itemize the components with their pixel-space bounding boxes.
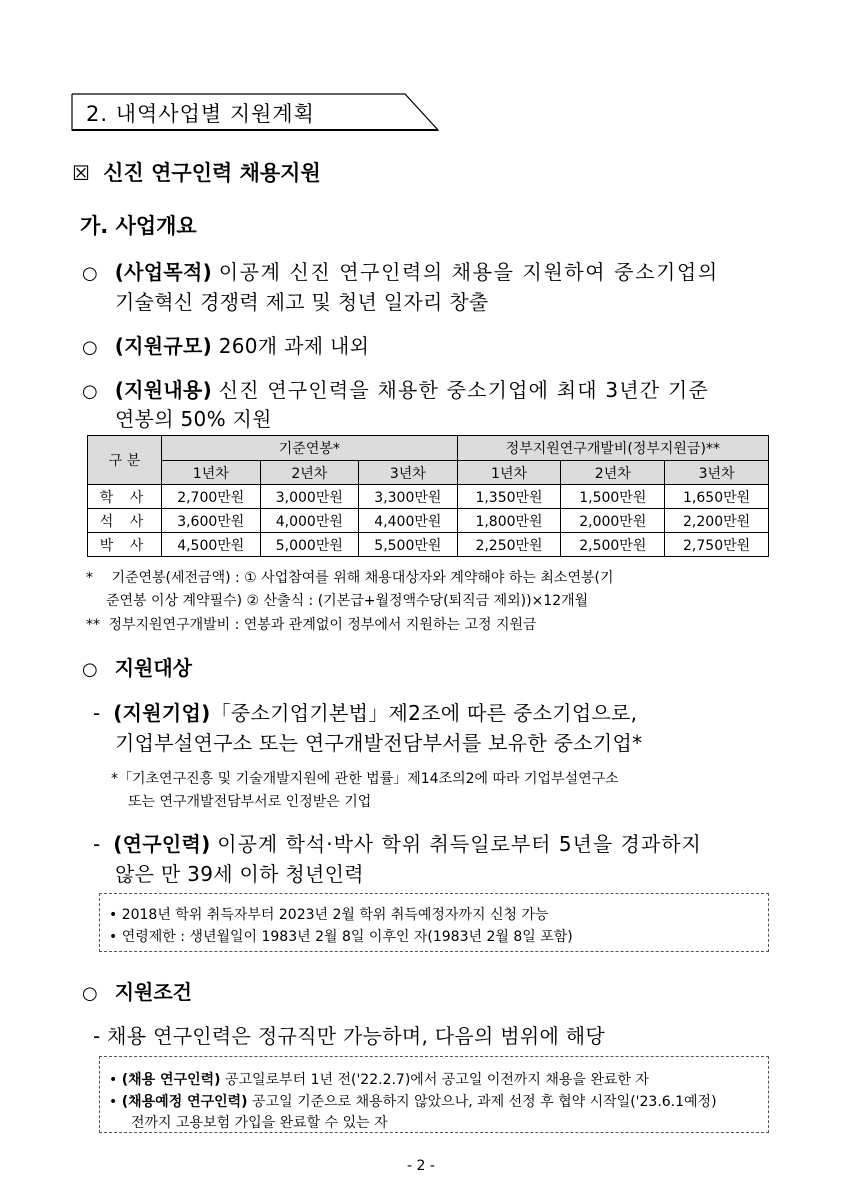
conditions-line: - 채용 연구인력은 정규직만 가능하며, 다음의 범위에 해당 [93, 1024, 606, 1048]
circle-bullet-icon: ○ [82, 263, 99, 284]
dash-mark: - [93, 832, 101, 856]
table-cell: 3,600만원 [162, 509, 261, 533]
table-header-row-2 [88, 461, 769, 485]
conditions-item-1-text: 공고일로부터 1년 전('22.2.7)에서 공고일 이전까지 채용을 완료한 자 [225, 1072, 649, 1088]
conditions-item-2-text: 공고일 기준으로 채용하지 않았으나, 과제 선정 후 협약 시작일('23.6.1예정) [252, 1094, 717, 1110]
scale-line [82, 330, 369, 359]
table-row [88, 533, 769, 557]
content-line-2: 연봉의 50% 지원 [115, 407, 272, 431]
table-year-header: 2년차 [260, 461, 359, 485]
company-line-1 [93, 697, 637, 726]
salary-table [87, 435, 769, 557]
note-asterisk: * [86, 570, 93, 586]
conditions-item-2 [109, 1091, 717, 1111]
content-text: 신진 연구인력을 채용한 중소기업에 최대 3년간 기준 [218, 378, 709, 402]
content-line-1 [82, 374, 709, 403]
main-heading-text: 신진 연구인력 채용지원 [103, 161, 321, 185]
purpose-line-2: 기술혁신 경쟁력 제고 및 청년 일자리 창출 [115, 290, 489, 314]
note-2-text: 정부지원연구개발비 : 연봉과 관계없이 정부에서 지원하는 고정 지원금 [108, 617, 537, 633]
note-double-asterisk: ** [86, 617, 100, 633]
table-row [88, 509, 769, 533]
conditions-item-2-label: (채용예정 연구인력) [121, 1094, 248, 1110]
section-header-box [71, 93, 439, 131]
table-note-1-line-1 [86, 567, 613, 587]
researcher-text: 이공계 학석·박사 학위 취득일로부터 5년을 경과하지 [217, 832, 702, 856]
conditions-item-1 [109, 1069, 649, 1089]
table-cell: 4,000만원 [260, 509, 359, 533]
table-year-header: 3년차 [665, 461, 769, 485]
company-label: (지원기업) [113, 701, 211, 725]
circle-bullet-icon: ○ [82, 983, 98, 1004]
table-cell: 1,650만원 [665, 485, 769, 509]
purpose-line-1 [82, 256, 719, 285]
checkbox-x-icon: ☒ [72, 161, 90, 185]
table-note-2 [86, 614, 537, 634]
table-year-header: 2년차 [561, 461, 665, 485]
table-cell: 3,000만원 [260, 485, 359, 509]
table-cell: 1,350만원 [457, 485, 561, 509]
scale-label: (지원규모) [114, 334, 213, 358]
table-group-header-salary: 기준연봉* [162, 436, 458, 461]
table-year-header: 3년차 [359, 461, 458, 485]
conditions-heading [82, 976, 192, 1005]
table-year-header: 1년차 [162, 461, 261, 485]
conditions-title: 지원조건 [114, 980, 192, 1004]
table-row-label: 석 사 [88, 509, 162, 533]
table-cell: 3,300만원 [359, 485, 458, 509]
company-note-line-1: *「기초연구진흥 및 기술개발지원에 관한 법률」제14조의2에 따라 기업부설연구소 [111, 771, 619, 787]
circle-bullet-icon: ○ [82, 381, 99, 402]
table-cell: 1,800만원 [457, 509, 561, 533]
purpose-label: (사업목적) [114, 260, 213, 284]
table-cell: 5,000만원 [260, 533, 359, 557]
researcher-line-1 [93, 828, 702, 857]
conditions-item-2-cont: 전까지 고용보험 가입을 완료할 수 있는 자 [131, 1115, 388, 1131]
table-cell: 2,750만원 [665, 533, 769, 557]
table-cell: 2,700만원 [162, 485, 261, 509]
section-title: 2. 내역사업별 지원계획 [86, 102, 315, 126]
table-cell: 2,000만원 [561, 509, 665, 533]
note-1-text: 기준연봉(세전금액) : ① 사업참여를 위해 채용대상자와 계약해야 하는 최소연봉(기 [111, 570, 614, 586]
researcher-line-2: 않은 만 39세 이하 청년인력 [115, 862, 364, 886]
table-group-header-gov: 정부지원연구개발비(정부지원금)** [457, 436, 768, 461]
company-text: 「중소기업기본법」제2조에 따른 중소기업으로, [210, 701, 638, 725]
circle-bullet-icon: ○ [82, 659, 98, 680]
table-corner-cell: 구 분 [88, 436, 162, 485]
researcher-label: (연구인력) [113, 832, 211, 856]
dash-mark: - [93, 701, 101, 725]
table-year-header: 1년차 [457, 461, 561, 485]
eligibility-box [99, 893, 769, 952]
table-cell: 1,500만원 [561, 485, 665, 509]
overview-title: 가. 사업개요 [80, 214, 197, 238]
table-cell: 2,500만원 [561, 533, 665, 557]
scale-text: 260개 과제 내외 [218, 334, 370, 358]
table-row [88, 485, 769, 509]
bullet-dot: • [109, 1094, 118, 1110]
conditions-box [99, 1056, 769, 1133]
table-cell: 2,200만원 [665, 509, 769, 533]
company-note-line-2: 또는 연구개발전담부서로 인정받은 기업 [128, 794, 372, 810]
conditions-item-1-label: (채용 연구인력) [121, 1072, 221, 1088]
table-cell: 4,400만원 [359, 509, 458, 533]
circle-bullet-icon: ○ [82, 337, 99, 358]
table-cell: 4,500만원 [162, 533, 261, 557]
eligibility-item: • 2018년 학위 취득자부터 2023년 2월 학위 취득예정자까지 신청 가능 [109, 907, 549, 923]
bullet-dot: • [109, 1072, 118, 1088]
page-number: - 2 - [407, 1158, 435, 1174]
content-label: (지원내용) [114, 378, 213, 402]
purpose-text: 이공계 신진 연구인력의 채용을 지원하여 중소기업의 [218, 260, 719, 284]
eligibility-item: • 연령제한 : 생년월일이 1983년 2월 8일 이후인 자(1983년 2월 8일 포함) [109, 929, 573, 945]
main-heading [72, 157, 321, 187]
table-row-label: 학 사 [88, 485, 162, 509]
table-row-label: 박 사 [88, 533, 162, 557]
table-cell: 5,500만원 [359, 533, 458, 557]
target-title: 지원대상 [114, 656, 192, 680]
table-note-1-line-2: 준연봉 이상 계약필수) ② 산출식 : (기본급+월정액수당(퇴직금 제외))×12개월 [106, 593, 589, 609]
table-header-row-1 [88, 436, 769, 461]
company-line-2: 기업부설연구소 또는 연구개발전담부서를 보유한 중소기업* [115, 731, 643, 755]
target-heading [82, 652, 192, 681]
table-cell: 2,250만원 [457, 533, 561, 557]
